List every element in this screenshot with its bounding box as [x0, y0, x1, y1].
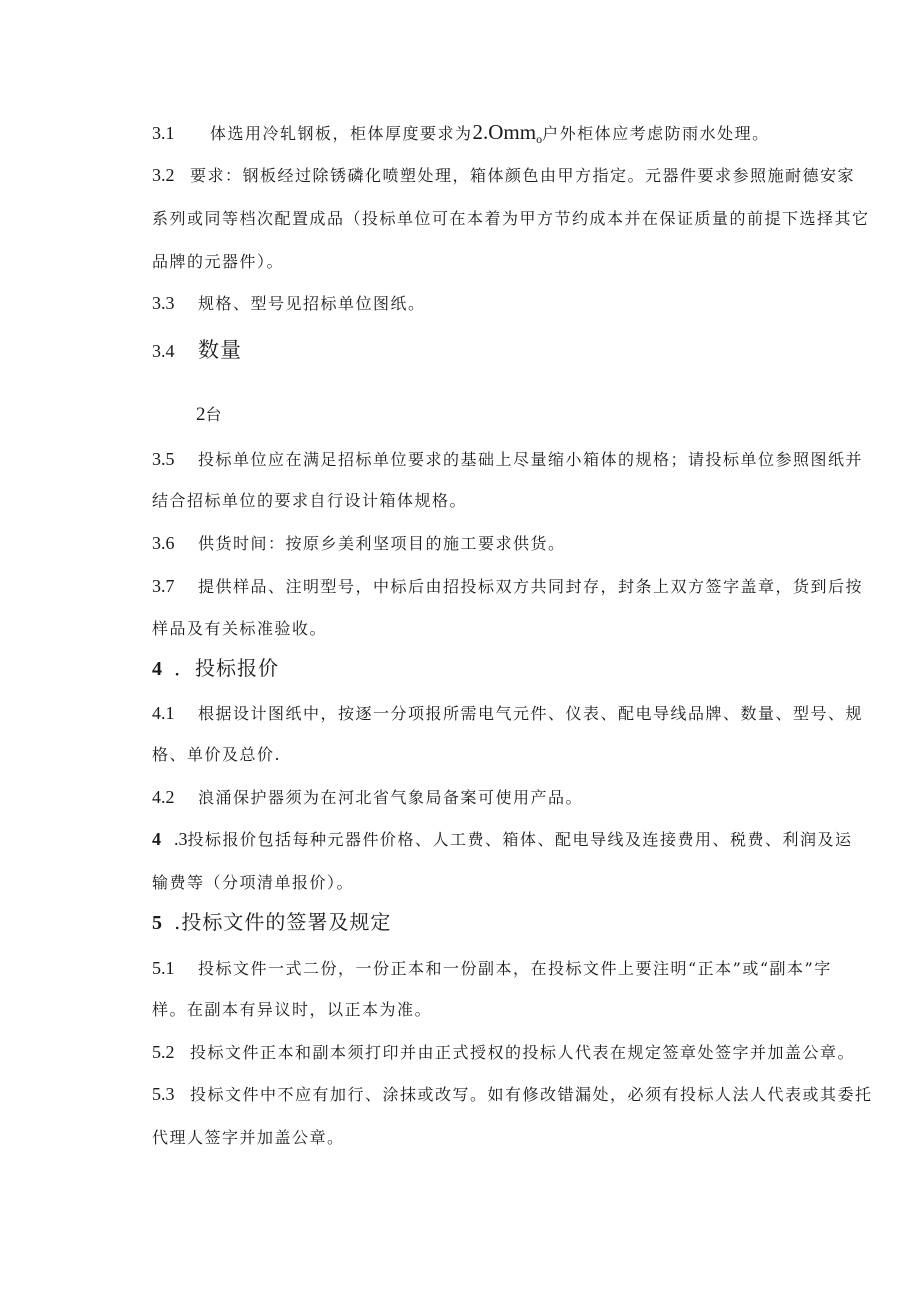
clause-number: 3.6 — [152, 533, 175, 553]
clause-5-3-line2: 代理人签字并加盖公章。 — [152, 1128, 345, 1147]
clause-number: 3.7 — [152, 576, 175, 596]
clause-number: 3.1 — [152, 123, 175, 143]
clause-number: 5.2 — [152, 1042, 175, 1062]
clause-5-1 — [152, 958, 852, 979]
clause-number-suffix: .3 — [174, 829, 188, 849]
clause-text: 数量 — [198, 338, 242, 362]
clause-4-1 — [152, 703, 864, 724]
section-4-heading — [152, 658, 852, 679]
clause-3-2 — [152, 165, 856, 186]
clause-number: 3.3 — [152, 293, 175, 313]
clause-3-7 — [152, 576, 864, 597]
clause-text: 投标文件一式二份，一份正本和一份副本，在投标文件上要注明“正本”或“副本”字 — [198, 959, 832, 978]
clause-text: 投标单位应在满足招标单位要求的基础上尽量缩小箱体的规格；请投标单位参照图纸并 — [198, 450, 864, 469]
clause-3-7-line2: 样品及有关标准验收。 — [152, 619, 328, 638]
clause-number: 5.3 — [152, 1084, 175, 1104]
clause-text-measure: 2.Omm — [472, 120, 537, 144]
clause-5-1-line2: 样。在副本有异议时，以正本为准。 — [152, 1000, 433, 1019]
clause-number: 3.2 — [152, 165, 175, 185]
clause-text: 供货时间：按原乡美利坚项目的施工要求供货。 — [198, 534, 566, 553]
section-5-heading — [152, 912, 852, 933]
clause-4-2 — [152, 787, 852, 808]
clause-text: 投标文件正本和副本须打印并由正式授权的投标人代表在规定签章处签字并加盖公章。 — [190, 1043, 856, 1062]
clause-text: 浪涌保护器须为在河北省气象局备案可使用产品。 — [198, 788, 584, 807]
clause-4-3 — [152, 829, 852, 850]
clause-number: 3.5 — [152, 449, 175, 469]
clause-5-3 — [152, 1084, 873, 1105]
section-title: .投标文件的签署及规定 — [174, 910, 392, 934]
clause-5-2 — [152, 1042, 856, 1063]
clause-text-sub: o — [536, 132, 543, 147]
clause-3-6 — [152, 533, 852, 554]
section-number: 5 — [152, 912, 162, 934]
clause-text: 根据设计图纸中，按逐一分项报所需电气元件、仪表、配电导线品牌、数量、型号、规 — [198, 704, 864, 723]
clause-3-2-line2: 系列或同等档次配置成品（投标单位可在本着为甲方节约成本并在保证质量的前提下选择其它 — [152, 209, 870, 228]
clause-number: 4 — [152, 829, 161, 849]
clause-number: 4.2 — [152, 787, 175, 807]
clause-text: 投标报价包括每种元器件价格、人工费、箱体、配电导线及连接费用、税费、利润及运 — [187, 830, 853, 849]
clause-3-4 — [152, 340, 852, 362]
clause-3-5-line2: 结合招标单位的要求自行设计箱体规格。 — [152, 491, 468, 510]
clause-text: 要求：钢板经过除锈磷化喷塑处理，箱体颜色由甲方指定。元器件要求参照施耐德安家 — [190, 166, 856, 185]
clause-3-1 — [152, 122, 852, 149]
clause-text-tail: 户外柜体应考虑防雨水处理。 — [542, 124, 770, 143]
clause-4-1-line2: 格、单价及总价. — [152, 745, 282, 764]
clause-number: 4.1 — [152, 703, 175, 723]
clause-3-2-line3: 品牌的元器件）。 — [152, 252, 285, 271]
clause-number: 5.1 — [152, 958, 175, 978]
clause-text: 体选用冷轧钢板，柜体厚度要求为 — [210, 124, 473, 143]
quantity-number: 2 — [196, 404, 206, 425]
quantity-line — [196, 405, 896, 425]
clause-text: 投标文件中不应有加行、涂抹或改写。如有修改错漏处，必须有投标人法人代表或其委托 — [190, 1085, 873, 1104]
clause-3-5 — [152, 449, 864, 470]
clause-text: 规格、型号见招标单位图纸。 — [198, 294, 426, 313]
clause-text: 提供样品、注明型号，中标后由招投标双方共同封存，封条上双方签字盖章，货到后按 — [198, 577, 864, 596]
section-title: ．投标报价 — [174, 656, 279, 680]
section-number: 4 — [152, 658, 162, 680]
quantity-unit: 台 — [205, 405, 224, 424]
clause-3-3 — [152, 293, 852, 314]
clause-number: 3.4 — [152, 341, 175, 361]
clause-4-3-line2: 输费等（分项清单报价）。 — [152, 873, 355, 892]
